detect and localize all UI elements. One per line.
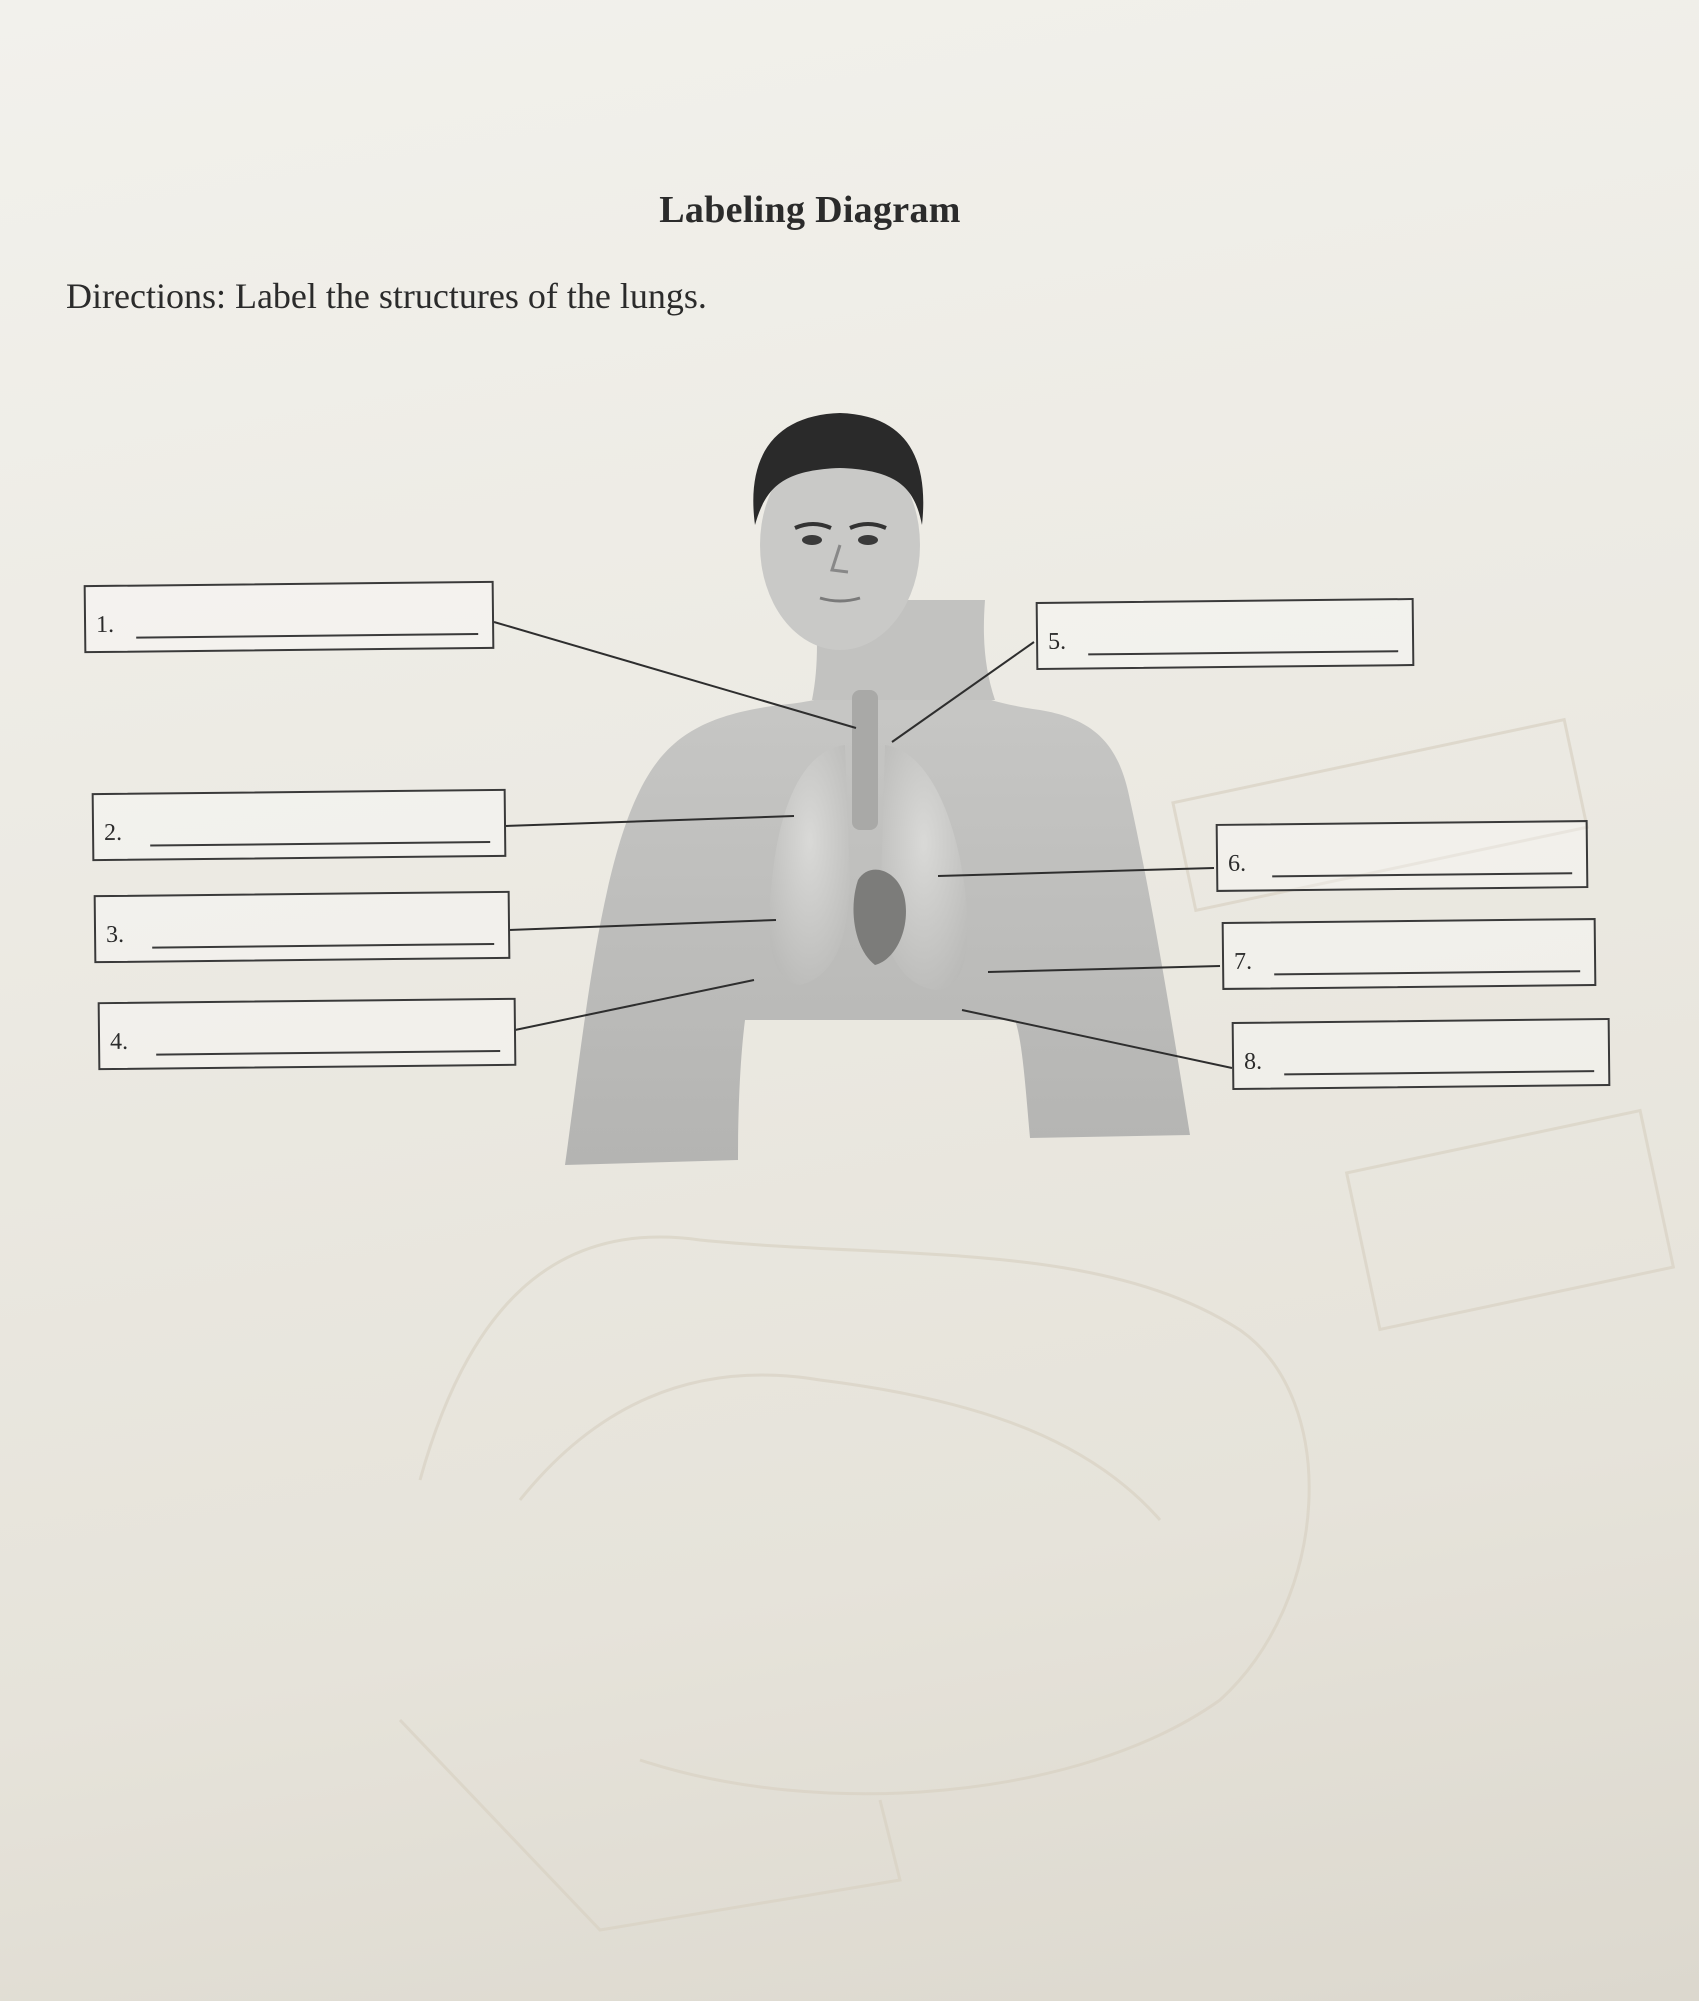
answer-blank-3[interactable] [152,943,494,949]
label-number-7: 7. [1233,948,1253,975]
answer-blank-1[interactable] [136,633,478,639]
directions-text: Directions: Label the structures of the lungs. [66,276,707,316]
label-box-8[interactable] [1232,1018,1611,1090]
label-box-5[interactable] [1036,598,1415,670]
label-box-2[interactable] [92,789,507,861]
label-number-1: 1. [95,611,115,639]
label-box-4[interactable] [98,998,517,1070]
answer-blank-5[interactable] [1088,650,1398,655]
label-number-5: 5. [1047,628,1067,655]
trachea [852,690,878,830]
answer-blank-7[interactable] [1274,970,1580,975]
label-number-4: 4. [109,1028,129,1056]
answer-blank-4[interactable] [156,1050,500,1056]
label-box-1[interactable] [84,581,495,653]
answer-blank-2[interactable] [150,841,490,847]
label-number-2: 2. [103,819,123,847]
label-number-8: 8. [1243,1048,1263,1075]
label-box-6[interactable] [1216,820,1589,892]
label-number-3: 3. [105,921,125,949]
page-title: Labeling Diagram [659,189,961,231]
label-number-6: 6. [1227,850,1247,877]
label-box-3[interactable] [94,891,511,963]
answer-blank-8[interactable] [1284,1070,1594,1075]
answer-blank-6[interactable] [1272,872,1572,877]
label-box-7[interactable] [1222,918,1597,990]
